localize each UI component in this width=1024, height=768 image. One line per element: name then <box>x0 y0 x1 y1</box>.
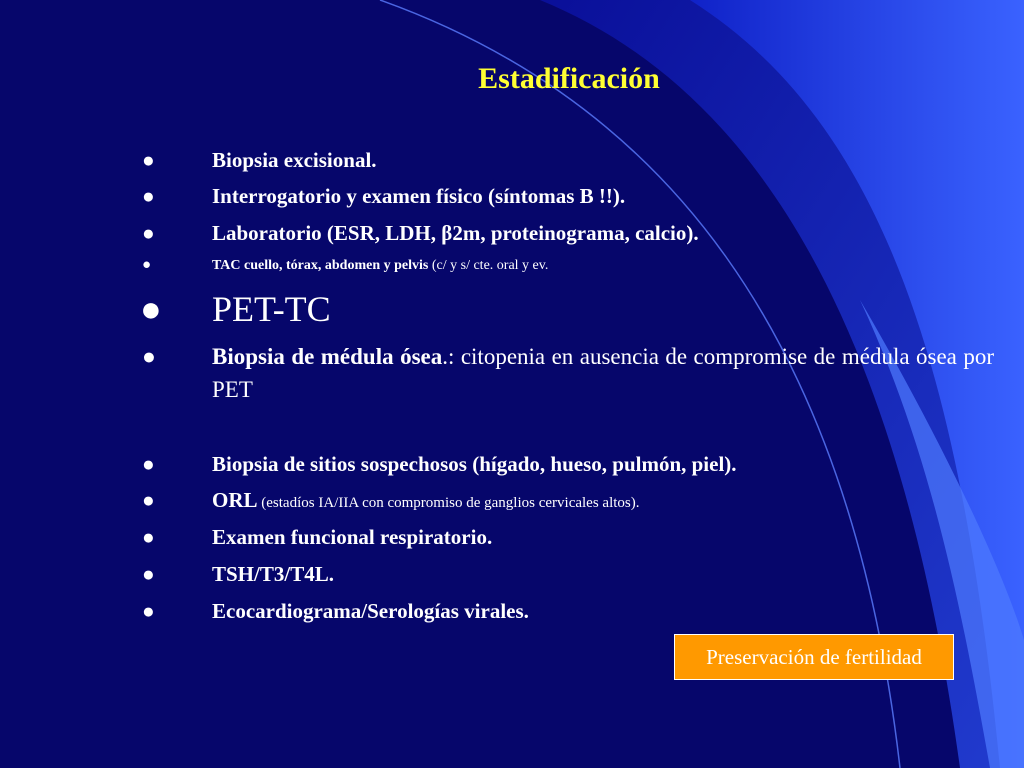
list-item: ● Ecocardiograma/Serologías virales. <box>212 595 994 628</box>
list-item: ● Laboratorio (ESR, LDH, β2m, proteinograma, calcio). <box>212 217 994 250</box>
list-item: ● Biopsia de médula ósea.: citopenia en ausencia de compromise de médula ósea por PET <box>212 340 994 406</box>
list-item: ● TSH/T3/T4L. <box>212 558 994 591</box>
bullet-icon: ● <box>142 488 155 512</box>
bullet-icon: ● <box>142 221 155 245</box>
list-item: ● Biopsia excisional. <box>212 144 994 177</box>
list-item: ● Biopsia de sitios sospechosos (hígado, hueso, pulmón, piel). <box>212 448 994 481</box>
bullet-icon: ● <box>142 184 155 208</box>
bullet-icon: ● <box>142 525 155 549</box>
fertility-preservation-button[interactable]: Preservación de fertilidad <box>674 634 954 680</box>
bullet-icon: ● <box>142 452 155 476</box>
list-item: ● PET-TC <box>140 289 331 329</box>
bullet-icon: ● <box>142 599 155 623</box>
slide-title: Estadificación <box>478 62 660 95</box>
bullet-icon: ● <box>142 148 155 172</box>
list-item: ● TAC cuello, tórax, abdomen y pelvis (c/ y s/ cte. oral y ev. <box>212 249 994 282</box>
list-item: ● Examen funcional respiratorio. <box>212 521 994 554</box>
bullet-icon: ● <box>140 289 162 329</box>
bullet-icon: ● <box>142 257 152 273</box>
bullet-icon: ● <box>142 562 155 586</box>
list-item: ● ORL (estadíos IA/IIA con compromiso de ganglios cervicales altos). <box>212 484 994 520</box>
bullet-icon: ● <box>142 344 156 369</box>
list-item: ● Interrogatorio y examen físico (síntomas B !!). <box>212 180 994 213</box>
